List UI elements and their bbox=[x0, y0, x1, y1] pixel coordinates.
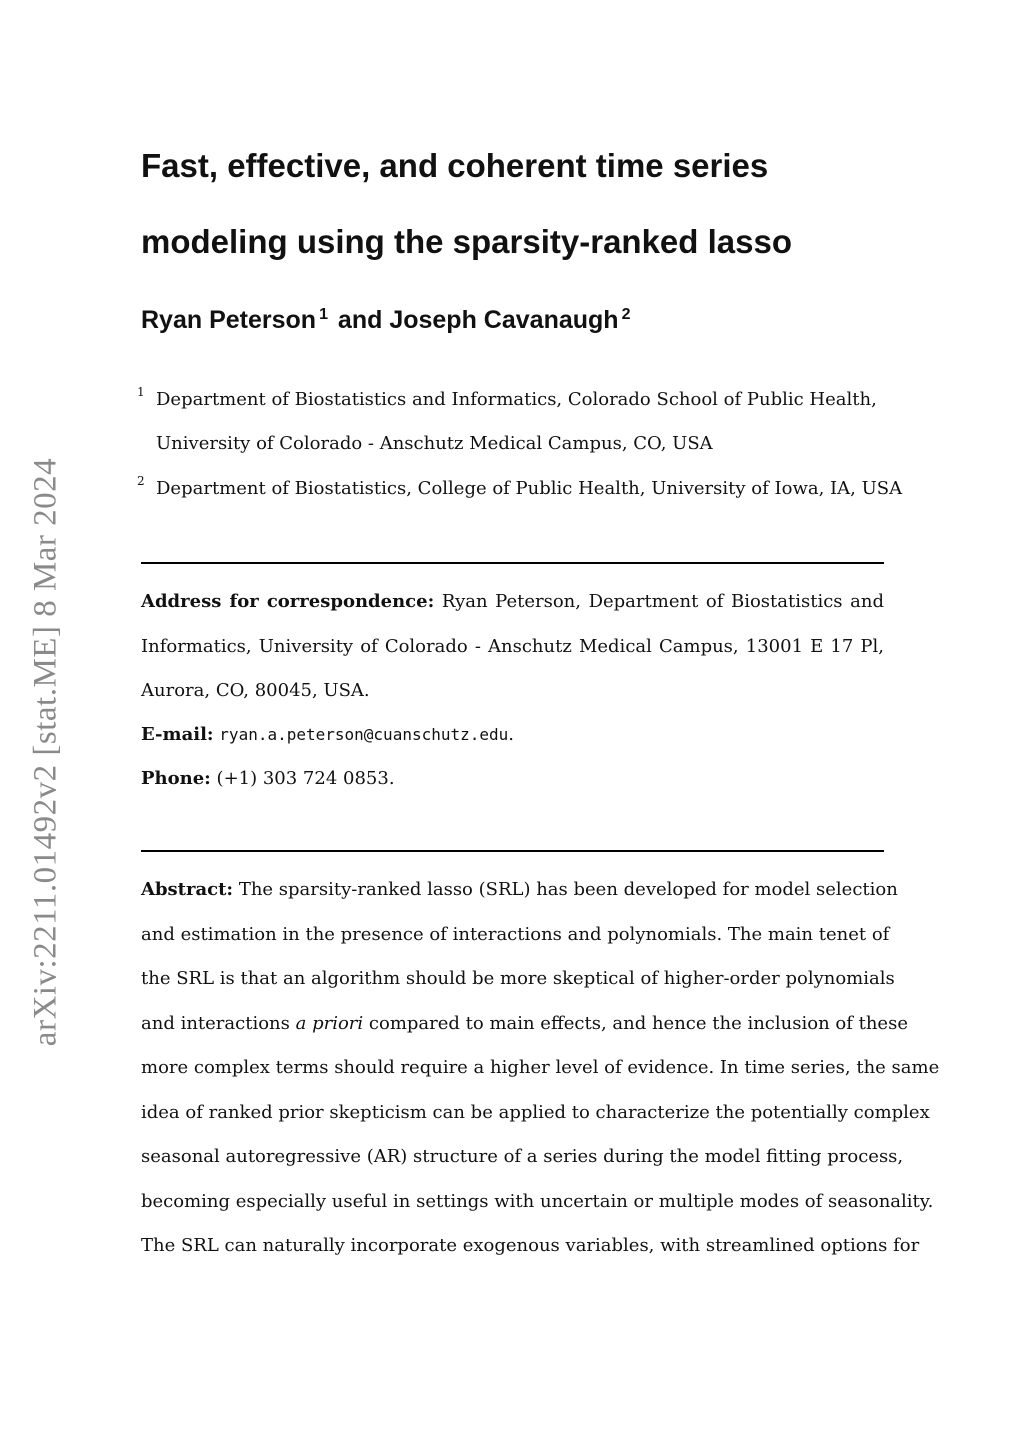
author-affiliation-mark: 1 bbox=[319, 306, 328, 323]
correspondence-line: Address for correspondence: Ryan Peterson, Department of Biostatistics and bbox=[141, 591, 884, 612]
correspondence-line: Informatics, University of Colorado - Anschutz Medical Campus, 13001 E 17 Pl, bbox=[141, 635, 884, 657]
abstract-line: becoming especially useful in settings with uncertain or multiple modes of seasonality. bbox=[141, 1190, 934, 1212]
section-divider bbox=[141, 562, 884, 564]
affiliation-line: Department of Biostatistics and Informatics, Colorado School of Public Health, bbox=[156, 389, 877, 410]
correspondence-label: Address for correspondence: bbox=[141, 591, 435, 612]
abstract-line: and estimation in the presence of interactions and polynomials. The main tenet of bbox=[141, 923, 890, 945]
affiliation-line: University of Colorado - Anschutz Medical Campus, CO, USA bbox=[156, 433, 713, 454]
email-label: E-mail: bbox=[141, 724, 214, 745]
affiliation-2 bbox=[137, 467, 903, 511]
title-line-1: Fast, effective, and coherent time series bbox=[141, 147, 769, 184]
italic-term: a priori bbox=[295, 1012, 364, 1034]
email-address: ryan.a.peterson@cuanschutz.edu bbox=[219, 725, 509, 744]
author-conjunction: and bbox=[337, 306, 383, 334]
affiliation-mark: 2 bbox=[137, 474, 145, 488]
abstract-line: and interactions a priori compared to main effects, and hence the inclusion of these bbox=[141, 1012, 908, 1034]
abstract-line: seasonal autoregressive (AR) structure of a series during the model fitting process, bbox=[141, 1146, 904, 1167]
abstract-label: Abstract: bbox=[141, 879, 234, 900]
author-list bbox=[141, 306, 633, 335]
affiliation-mark: 1 bbox=[137, 385, 145, 399]
author-affiliation-mark: 2 bbox=[621, 306, 631, 323]
correspondence-block bbox=[141, 580, 884, 714]
abstract-line: the SRL is that an algorithm should be more skeptical of higher-order polynomials bbox=[141, 968, 895, 989]
abstract-line: more complex terms should require a higher level of evidence. In time series, the same bbox=[141, 1057, 940, 1078]
author-name: Ryan Peterson bbox=[141, 306, 317, 334]
affiliation-1 bbox=[137, 378, 891, 466]
abstract-line: Abstract: The sparsity-ranked lasso (SRL) has been developed for model selection bbox=[141, 879, 898, 900]
phone-number: (+1) 303 724 0853. bbox=[216, 768, 395, 789]
phone-row bbox=[141, 768, 395, 789]
abstract-line: The SRL can naturally incorporate exogenous variables, with streamlined options for bbox=[141, 1235, 920, 1256]
paper-title bbox=[141, 128, 901, 280]
section-divider bbox=[141, 850, 884, 852]
abstract-line: idea of ranked prior skepticism can be applied to characterize the potentially complex bbox=[141, 1101, 930, 1123]
affiliation-line: Department of Biostatistics, College of Public Health, University of Iowa, IA, USA bbox=[156, 478, 903, 499]
title-line-2: modeling using the sparsity-ranked lasso bbox=[141, 223, 792, 260]
email-row: E-mail: ryan.a.peterson@cuanschutz.edu. bbox=[141, 724, 515, 745]
correspondence-line: Aurora, CO, 80045, USA. bbox=[141, 680, 370, 701]
arxiv-stamp: arXiv:2211.01492v2 [stat.ME] 8 Mar 2024 bbox=[27, 457, 64, 1047]
author-name: Joseph Cavanaugh bbox=[389, 306, 619, 334]
phone-label: Phone: bbox=[141, 768, 211, 789]
abstract-block bbox=[141, 868, 940, 1269]
